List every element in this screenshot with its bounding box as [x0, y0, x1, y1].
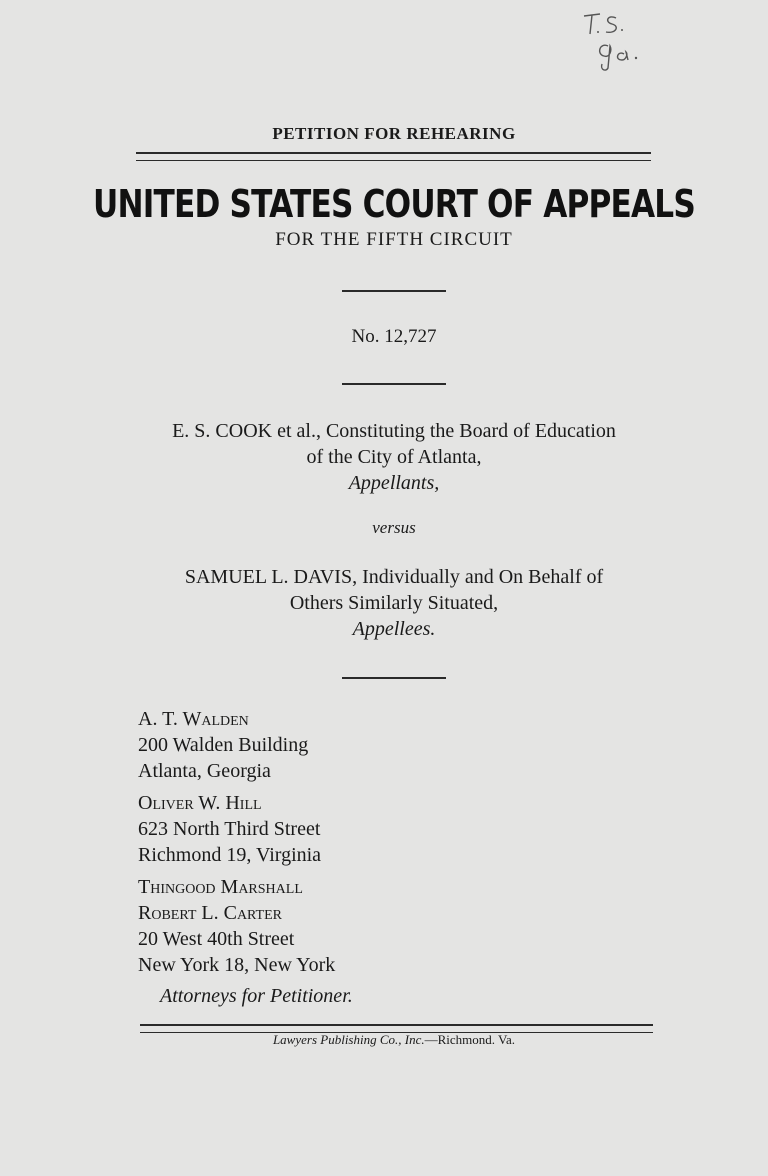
attorney-name: Robert L. Carter	[138, 902, 282, 924]
header-double-rule	[136, 152, 651, 161]
attorney-address-line: 200 Walden Building	[138, 734, 309, 756]
attorney-address-line: New York 18, New York	[138, 954, 336, 976]
handwritten-annotation-image	[578, 4, 668, 74]
attorney-group	[138, 874, 335, 978]
appellees-line-1: SAMUEL L. DAVIS, Individually and On Behalf of	[184, 566, 604, 588]
publisher-imprint	[0, 1032, 768, 1048]
divider-rule	[342, 383, 446, 385]
divider-rule	[342, 290, 446, 292]
appellants-line-1: E. S. COOK et al., Constituting the Board of Education	[172, 420, 616, 442]
appellants-role: Appellants,	[348, 472, 440, 494]
publisher-name: Lawyers Publishing Co., Inc.	[272, 1032, 425, 1047]
appellees-block	[0, 564, 768, 642]
court-title: UNITED STATES COURT OF APPEALS	[93, 182, 695, 226]
divider-rule	[342, 677, 446, 679]
attorney-address-line: 623 North Third Street	[138, 818, 321, 840]
appellees-role: Appellees.	[352, 618, 436, 640]
attorney-name: A. T. Walden	[138, 708, 249, 730]
petition-label: PETITION FOR REHEARING	[272, 124, 516, 143]
attorney-address-line: Atlanta, Georgia	[138, 760, 271, 782]
court-subtitle: FOR THE FIFTH CIRCUIT	[275, 229, 513, 250]
publisher-location: —Richmond. Va.	[424, 1032, 516, 1047]
appellants-block	[0, 418, 768, 496]
attorney-address-line: 20 West 40th Street	[138, 928, 295, 950]
appellees-line-2: Others Similarly Situated,	[289, 592, 499, 614]
attorney-address-line: Richmond 19, Virginia	[138, 844, 322, 866]
handwritten-annotation	[578, 4, 668, 74]
appellants-line-2: of the City of Atlanta,	[306, 446, 482, 468]
attorney-name: Thingood Marshall	[138, 876, 303, 898]
case-number: No. 12,727	[351, 326, 437, 347]
versus-label: versus	[372, 518, 416, 537]
attorneys-list	[138, 706, 335, 984]
attorney-group	[138, 706, 335, 784]
attorney-group	[138, 790, 335, 868]
attorneys-role-line: Attorneys for Petitioner.	[160, 985, 353, 1007]
attorney-name: Oliver W. Hill	[138, 792, 262, 814]
